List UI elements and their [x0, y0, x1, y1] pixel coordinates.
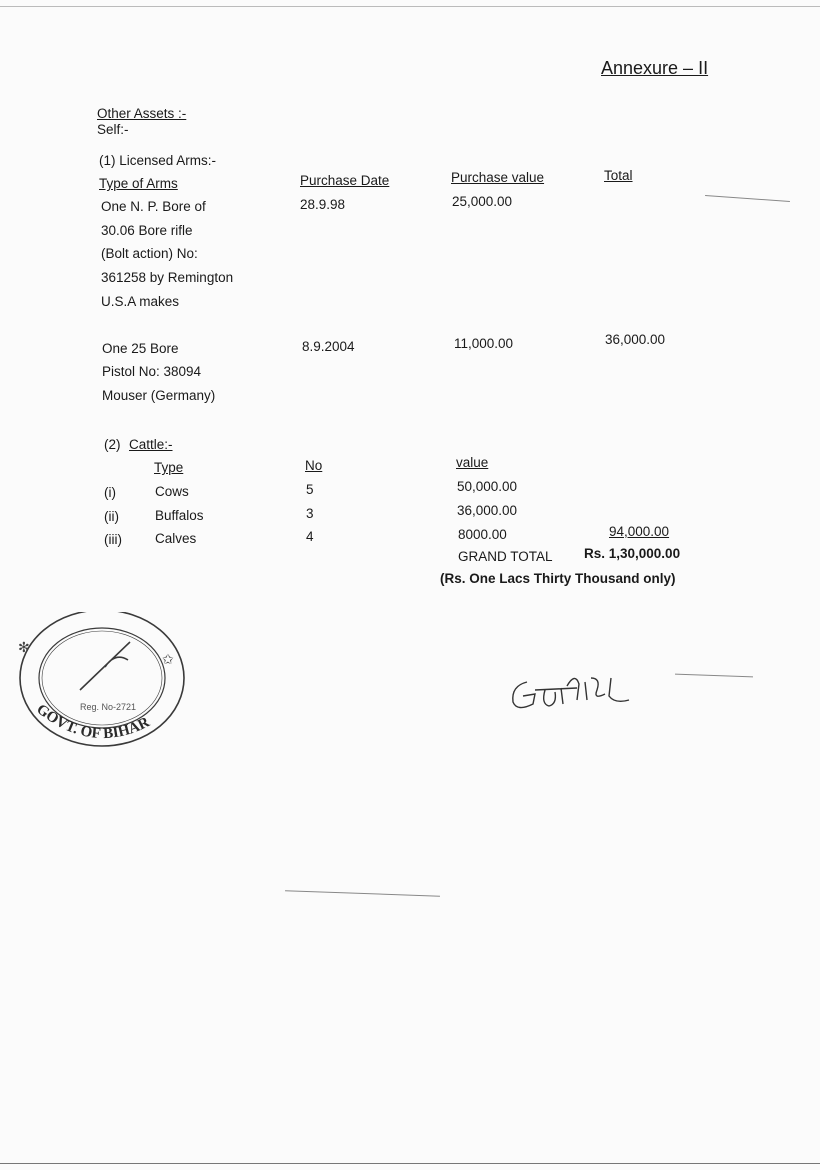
- arm2-value: 11,000.00: [454, 336, 514, 351]
- grand-total-amount: Rs. 1,30,000.00: [584, 546, 681, 561]
- page-top-edge: [0, 6, 820, 7]
- licensed-arms-heading: (1) Licensed Arms:-: [99, 153, 217, 168]
- col-total: Total: [604, 168, 633, 183]
- arm1-line: One N. P. Bore of: [101, 199, 206, 214]
- col-cattle-value: value: [456, 455, 489, 470]
- arm1-line: 30.06 Bore rifle: [101, 223, 193, 238]
- col-cattle-no: No: [305, 458, 323, 473]
- scan-mark: [675, 674, 753, 678]
- cattle-row-value: 8000.00: [458, 527, 507, 542]
- col-type-of-arms: Type of Arms: [99, 176, 178, 191]
- other-assets-heading: Other Assets :-: [97, 106, 187, 121]
- seal-ring-text: GOVT. OF BIHAR: [33, 701, 153, 743]
- cattle-row-value: 36,000.00: [457, 503, 518, 518]
- cattle-row-index: (ii): [104, 509, 119, 524]
- scan-mark: [705, 195, 790, 202]
- arm2-line: Pistol No: 38094: [102, 364, 202, 379]
- scan-mark: [285, 890, 440, 896]
- col-purchase-date: Purchase Date: [300, 173, 390, 188]
- grand-total-label: GRAND TOTAL: [458, 549, 553, 564]
- cattle-row-no: 5: [306, 482, 314, 497]
- cattle-row-no: 3: [306, 506, 314, 521]
- cattle-row-type: Calves: [155, 531, 197, 546]
- cattle-heading-num: (2): [104, 437, 121, 452]
- col-cattle-type: Type: [154, 460, 184, 475]
- arm2-line: Mouser (Germany): [102, 388, 216, 403]
- svg-text:✩: ✩: [162, 651, 174, 667]
- annexure-title: Annexure – II: [601, 58, 709, 78]
- cattle-row-index: (i): [104, 485, 116, 500]
- arm1-line: U.S.A makes: [101, 294, 180, 309]
- arm1-value: 25,000.00: [452, 194, 513, 209]
- cattle-row-type: Buffalos: [155, 508, 204, 523]
- cattle-total: 94,000.00: [609, 524, 670, 539]
- arm1-line: 361258 by Remington: [101, 270, 234, 285]
- signature: [505, 660, 645, 725]
- svg-text:✻: ✻: [18, 639, 30, 655]
- govt-seal-stamp: [10, 612, 195, 767]
- col-purchase-value: Purchase value: [451, 170, 545, 185]
- cattle-heading: Cattle:-: [129, 437, 173, 452]
- arm1-line: (Bolt action) No:: [101, 246, 198, 261]
- arm2-date: 8.9.2004: [302, 339, 355, 354]
- cattle-row-index: (iii): [104, 532, 122, 547]
- cattle-row-no: 4: [306, 529, 314, 544]
- arm2-line: One 25 Bore: [102, 341, 179, 356]
- grand-total-words: (Rs. One Lacs Thirty Thousand only): [440, 571, 676, 586]
- cattle-row-type: Cows: [155, 484, 189, 499]
- cattle-row-value: 50,000.00: [457, 479, 518, 494]
- seal-reg-text: Reg. No-2721: [80, 702, 137, 712]
- arms-total: 36,000.00: [605, 332, 666, 347]
- self-label: Self:-: [97, 122, 129, 137]
- arm1-date: 28.9.98: [300, 197, 346, 212]
- page-bottom-edge: [0, 1163, 820, 1164]
